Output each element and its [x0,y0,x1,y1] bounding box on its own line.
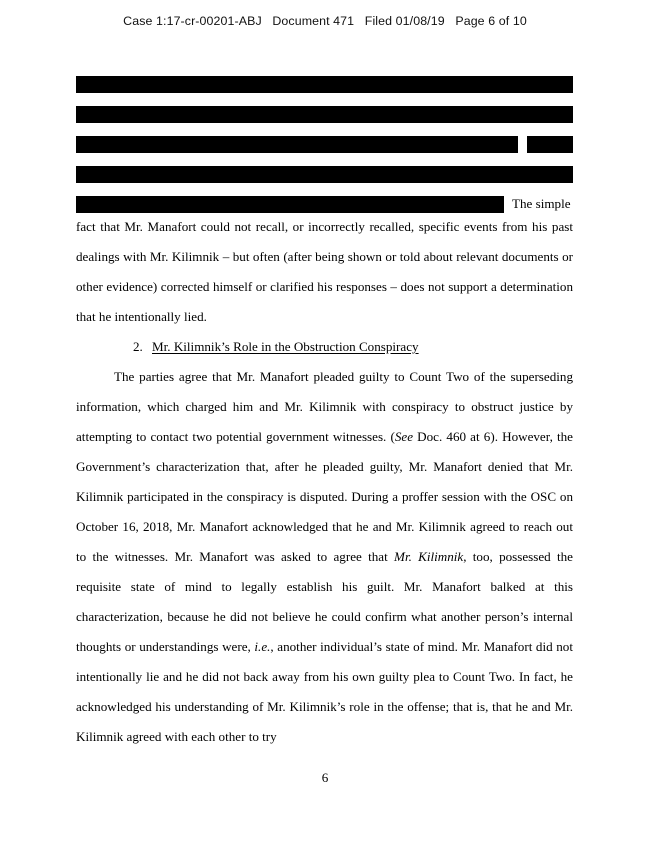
ecf-header-stamp: Case 1:17-cr-00201-ABJ Document 471 Filed 01/08/19 Page 6 of 10 [123,14,527,28]
paragraph-continuation: fact that Mr. Manafort could not recall, or incorrectly recalled, specific events from his past dealings with Mr. Kilimnik – but often (after being shown or told about relevant documents or other evidence) corrected himself or clarified his responses – does not support a determination that he intentionally lied. [76,219,573,324]
redacted-line-1 [76,62,573,92]
par-italic-ie: i.e. [254,639,271,654]
section-heading-number: 2. [133,339,143,354]
redacted-line-5 [76,182,573,212]
redaction-block [76,62,573,212]
redaction-bar [76,196,504,213]
redacted-line-2 [76,92,573,122]
redacted-line-3 [76,122,573,152]
paragraph-obstruction-conspiracy [76,362,573,752]
par-text-segment: The parties agree that Mr. Manafort pleaded guilty to Count Two of the superseding information, which charged him and Mr. Kilimnik with conspiracy to obstruct justice by attempting to contact two potential government witnesses. ( [76,369,573,444]
par-text-segment: , too, possessed the requisite state of mind to legally establish his guilt. Mr. Manafort balked at this characterization, because he did not believe he could confirm what another person’s internal thoughts or understandings were, [76,549,573,654]
section-heading-title: Mr. Kilimnik’s Role in the Obstruction Conspiracy [152,339,419,354]
par-text-segment: , another individual’s state of mind. Mr. Manafort did not intentionally lie and he did not back away from his own guilty plea to Count Two. In fact, he acknowledged his understanding of Mr. Kilimnik’s role in the offense; that is, that he and Mr. Kilimnik agreed with each other to try [76,639,573,744]
redaction-bar [76,106,573,123]
par-text-segment: Doc. 460 at 6). However, the Government’s characterization that, after he pleaded guilty, Mr. Manafort denied that Mr. Kilimnik participated in the conspiracy is disputed. During a proffer session with the OSC on October 16, 2018, Mr. Manafort acknowledged that he and Mr. Kilimnik agreed to reach out to the witnesses. Mr. Manafort was asked to agree that [76,429,573,564]
par-italic-mr-kilimnik: Mr. Kilimnik [394,549,464,564]
document-body [76,62,573,752]
redaction-bar [76,136,518,153]
section-heading [76,332,573,362]
redaction-bar [76,76,573,93]
redaction-bar [76,166,573,183]
page-number: 6 [321,770,329,785]
redaction-trailing-text: The simple [512,196,571,211]
redaction-bar [527,136,573,153]
redacted-line-4 [76,152,573,182]
par-italic-see: See [394,429,414,444]
